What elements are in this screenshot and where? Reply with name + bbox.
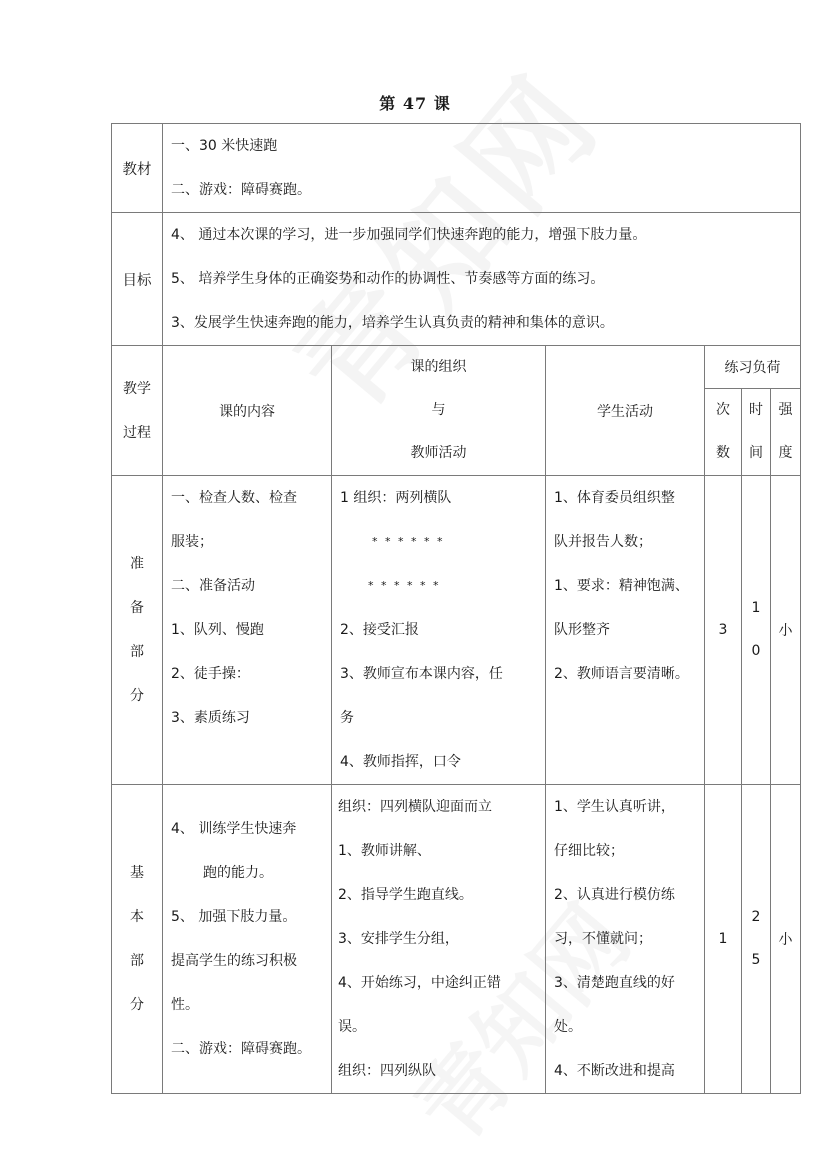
lesson-plan-table	[111, 123, 801, 1094]
organization-header-line: 与	[431, 402, 446, 418]
time-value	[742, 785, 771, 1094]
student-line: 1、体育委员组织整	[554, 490, 675, 506]
objectives-content	[163, 213, 801, 346]
objective-item: 3、发展学生快速奔跑的能力，培养学生认真负责的精神和集体的意识。	[171, 315, 614, 331]
section-name-char: 分	[130, 997, 144, 1013]
organization-line: 3、教师宣布本课内容，任	[340, 666, 503, 682]
count-header-line: 数	[716, 445, 730, 461]
materials-item: 一、30 米快速跑	[171, 138, 278, 154]
section-content	[163, 785, 332, 1094]
content-line: 2、徒手操：	[171, 666, 250, 682]
formation-stars: * * * * * *	[368, 579, 441, 592]
student-line: 4、不断改进和提高	[554, 1063, 675, 1079]
section-name-char: 准	[130, 556, 144, 572]
organization-line: 3、安排学生分组，	[338, 931, 459, 947]
organization-header-line: 课的组织	[410, 359, 467, 375]
content-line: 服装；	[171, 534, 213, 550]
intensity-value: 小	[771, 476, 801, 785]
content-line: 提高学生的练习积极	[171, 953, 297, 969]
time-header-line: 时	[749, 402, 763, 418]
section-content	[163, 476, 332, 785]
count-header	[705, 389, 742, 476]
student-line: 3、清楚跑直线的好	[554, 975, 675, 991]
time-header	[742, 389, 771, 476]
section-student-activity	[546, 476, 705, 785]
load-header: 练习负荷	[705, 346, 801, 389]
section-name-char: 部	[130, 953, 144, 969]
intensity-header-line: 强	[778, 402, 793, 418]
objectives-row	[112, 213, 801, 346]
time-digit: 5	[751, 952, 761, 968]
section-name-char: 分	[130, 688, 144, 704]
intensity-header-line: 度	[778, 445, 793, 461]
section-organization	[332, 785, 546, 1094]
organization-line: 1、教师讲解、	[338, 843, 431, 859]
content-line: 性。	[171, 997, 199, 1013]
materials-content	[163, 124, 801, 213]
count-header-line: 次	[716, 402, 730, 418]
content-line: 二、准备活动	[171, 578, 255, 594]
lesson-title: 第 47 课	[379, 94, 451, 113]
content-line: 一、检查人数、检查	[171, 490, 297, 506]
organization-line: 组织：四列横队迎面而立	[338, 799, 492, 815]
student-line: 队并报告人数；	[554, 534, 652, 550]
organization-line: 务	[340, 710, 354, 726]
section-row-preparation	[112, 476, 801, 785]
time-value	[742, 476, 771, 785]
student-activity-header: 学生活动	[546, 346, 705, 476]
section-name-char: 部	[130, 644, 144, 660]
content-line: 5、 加强下肢力量。	[171, 909, 297, 925]
student-line: 仔细比较；	[554, 843, 624, 859]
section-name-char: 基	[130, 865, 144, 881]
organization-line: 2、接受汇报	[340, 622, 419, 638]
process-label-line: 教学	[123, 380, 151, 397]
section-row-basic	[112, 785, 801, 1094]
materials-row	[112, 124, 801, 213]
content-line: 4、 训练学生快速奔	[171, 821, 297, 837]
section-organization	[332, 476, 546, 785]
process-label	[112, 346, 163, 476]
section-name-char: 本	[130, 909, 144, 925]
section-student-activity	[546, 785, 705, 1094]
section-name-char: 备	[130, 600, 144, 616]
student-line: 队形整齐	[554, 622, 610, 638]
organization-header-line: 教师活动	[410, 445, 467, 461]
materials-label: 教材	[112, 124, 163, 213]
section-name	[112, 476, 163, 785]
content-line: 二、游戏：障碍赛跑。	[171, 1041, 311, 1057]
formation-stars: * * * * * *	[372, 535, 445, 548]
count-value: 3	[705, 476, 742, 785]
process-label-line: 过程	[123, 424, 151, 441]
organization-line: 误。	[338, 1019, 366, 1035]
student-line: 处。	[554, 1019, 582, 1035]
time-digit: 0	[751, 643, 761, 659]
organization-line: 2、指导学生跑直线。	[338, 887, 473, 903]
time-header-line: 间	[749, 445, 763, 461]
content-line: 3、素质练习	[171, 710, 250, 726]
content-line: 1、队列、慢跑	[171, 622, 264, 638]
count-value: 1	[705, 785, 742, 1094]
organization-line: 4、开始练习，中途纠正错	[338, 975, 501, 991]
section-name	[112, 785, 163, 1094]
time-digit: 1	[751, 600, 761, 616]
process-header-row	[112, 346, 801, 389]
intensity-value: 小	[771, 785, 801, 1094]
objectives-label: 目标	[112, 213, 163, 346]
objective-item: 4、 通过本次课的学习，进一步加强同学们快速奔跑的能力，增强下肢力量。	[171, 227, 647, 243]
intensity-header	[771, 389, 801, 476]
content-header: 课的内容	[163, 346, 332, 476]
organization-line: 4、教师指挥，口令	[340, 754, 461, 770]
organization-line: 组织：四列纵队	[338, 1063, 436, 1079]
student-line: 习，不懂就问；	[554, 931, 652, 947]
student-line: 2、认真进行模仿练	[554, 887, 675, 903]
time-digit: 2	[751, 909, 761, 925]
student-line: 1、学生认真听讲，	[554, 799, 675, 815]
student-line: 2、教师语言要清晰。	[554, 666, 689, 682]
student-line: 1、要求：精神饱满、	[554, 578, 689, 594]
organization-line: 1 组织：两列横队	[340, 490, 452, 506]
organization-header	[332, 346, 546, 476]
materials-item: 二、游戏：障碍赛跑。	[171, 182, 311, 198]
objective-item: 5、 培养学生身体的正确姿势和动作的协调性、节奏感等方面的练习。	[171, 271, 605, 287]
content-line: 跑的能力。	[203, 865, 273, 881]
